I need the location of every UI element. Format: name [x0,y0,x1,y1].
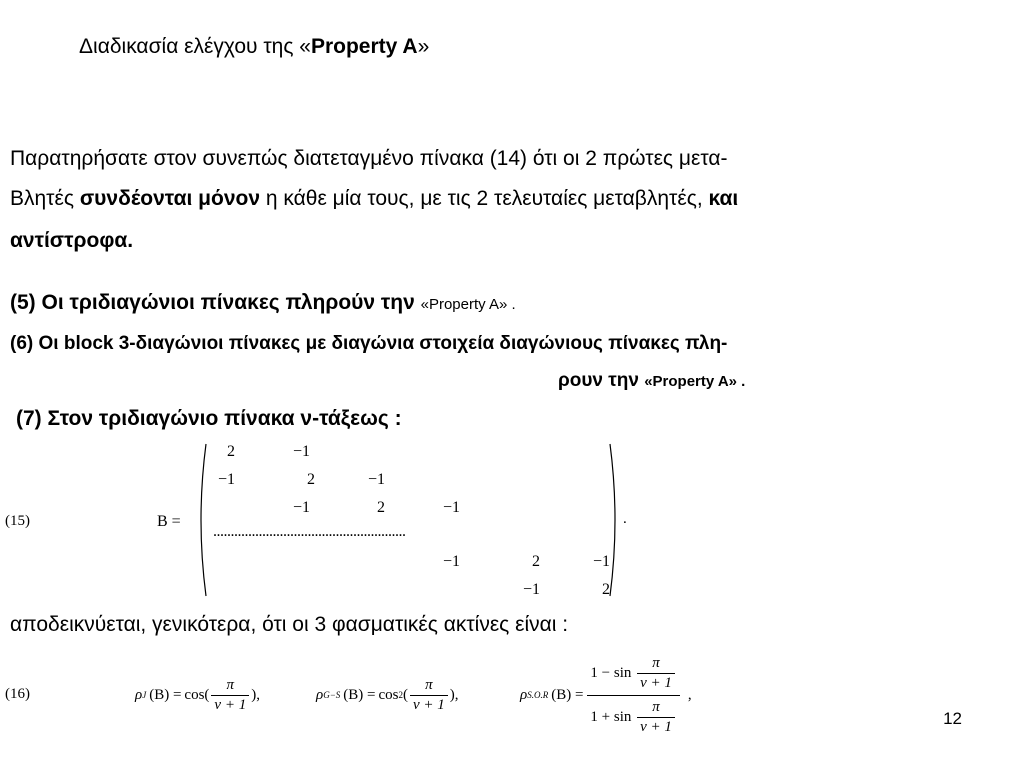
matrix-cell: −1 [292,499,310,516]
sup-2: 2 [398,690,403,700]
item-6-line-1: (6) Οι block 3-διαγώνιοι πίνακες με διαγώνια στοιχεία διαγώνιους πίνακες πλη- [10,333,728,354]
intro-line-3: αντίστροφα. [10,229,134,252]
frac-den: ν + 1 [413,696,445,713]
arg-b: (B) = [343,686,376,703]
frac-den: ν + 1 [214,696,247,713]
item-7: (7) Στον τριδιαγώνιο πίνακα ν-τάξεως : [16,407,402,430]
intro-line-2-c: η κάθε μία τους, με τις 2 τελευταίες μεταβλητές, [260,187,709,210]
eq15-lhs: B = [157,513,181,530]
matrix-cell: 2 [307,471,315,488]
eq15-period: . [623,511,627,527]
end-comma: , [687,686,692,703]
inner-fraction [637,698,675,737]
intro-line-2-d: και [708,187,739,210]
cos2-label: cos [378,686,399,703]
cos-label: cos( [184,686,210,703]
sub-j: J [142,690,147,700]
eq16-rho-gs [316,670,459,720]
slide-title [79,35,429,59]
item-5-tail: «Property A» . [420,296,516,313]
eq15-label: (15) [5,513,30,529]
frac-num: π [637,654,675,674]
item-5 [10,291,516,315]
frac-num: π [637,698,675,718]
frac-num: π [211,676,249,696]
frac-den: ν + 1 [640,718,672,735]
item-6-tail: «Property A» . [644,373,746,390]
arg-b: (B) = [551,686,584,703]
inner-fraction [637,654,675,693]
eq16-rho-j [135,670,260,720]
conclusion-text: αποδεικνύεται, γενικότερα, ότι οι 3 φασματικές ακτίνες είναι : [10,613,569,636]
arg-b: (B) = [149,686,182,703]
matrix-cell: −1 [292,443,310,460]
intro-line-2 [10,187,738,211]
sor-den [587,696,680,737]
rho-symbol: ρ [316,686,324,703]
matrix-cell: 2 [532,553,540,570]
sor-fraction [587,654,680,737]
matrix-cell: 2 [227,443,235,460]
one-minus-sin: 1 − sin [590,664,632,681]
rho-symbol: ρ [135,686,143,703]
page-number: 12 [943,709,962,728]
title-suffix: » [417,35,430,58]
item-5-text: (5) Οι τριδιαγώνιοι πίνακες πληρούν την [10,291,421,314]
matrix-cell: −1 [442,499,460,516]
pi-fraction [410,676,448,715]
matrix-cell: 2 [602,581,610,598]
eq16-rho-sor [520,655,692,735]
rho-symbol: ρ [520,686,528,703]
matrix-cell: −1 [592,553,610,570]
close-comma: ), [449,686,459,703]
close-comma: ), [251,686,260,703]
matrix-brackets [192,440,632,600]
sor-num [587,654,680,696]
matrix-dots: ....................................................... [213,523,406,540]
eq16-label: (16) [5,686,30,702]
item-6-line-2 [558,370,745,392]
sub-sor: S.O.R [527,690,549,700]
title-bold: Property A [310,35,418,58]
item-6-line-2-text: ρουν την [558,370,645,391]
matrix-cell: −1 [442,553,460,570]
title-prefix: Διαδικασία ελέγχου της « [79,35,311,58]
open-paren: ( [403,686,408,703]
frac-den: ν + 1 [640,674,672,691]
matrix-cell: −1 [217,471,235,488]
intro-line-2-b: συνδέονται μόνον [79,187,261,210]
matrix-cell: −1 [367,471,385,488]
sub-gs: G−S [323,690,341,700]
pi-fraction [211,676,249,715]
frac-num: π [410,676,448,696]
matrix-cell: 2 [377,499,385,516]
intro-line-1: Παρατηρήσατε στον συνεπώς διατεταγμένο πίνακα (14) ότι οι 2 πρώτες μετα- [10,147,728,170]
matrix-cell: −1 [522,581,540,598]
one-plus-sin: 1 + sin [590,708,632,725]
intro-line-2-a: Βλητές [10,187,80,210]
